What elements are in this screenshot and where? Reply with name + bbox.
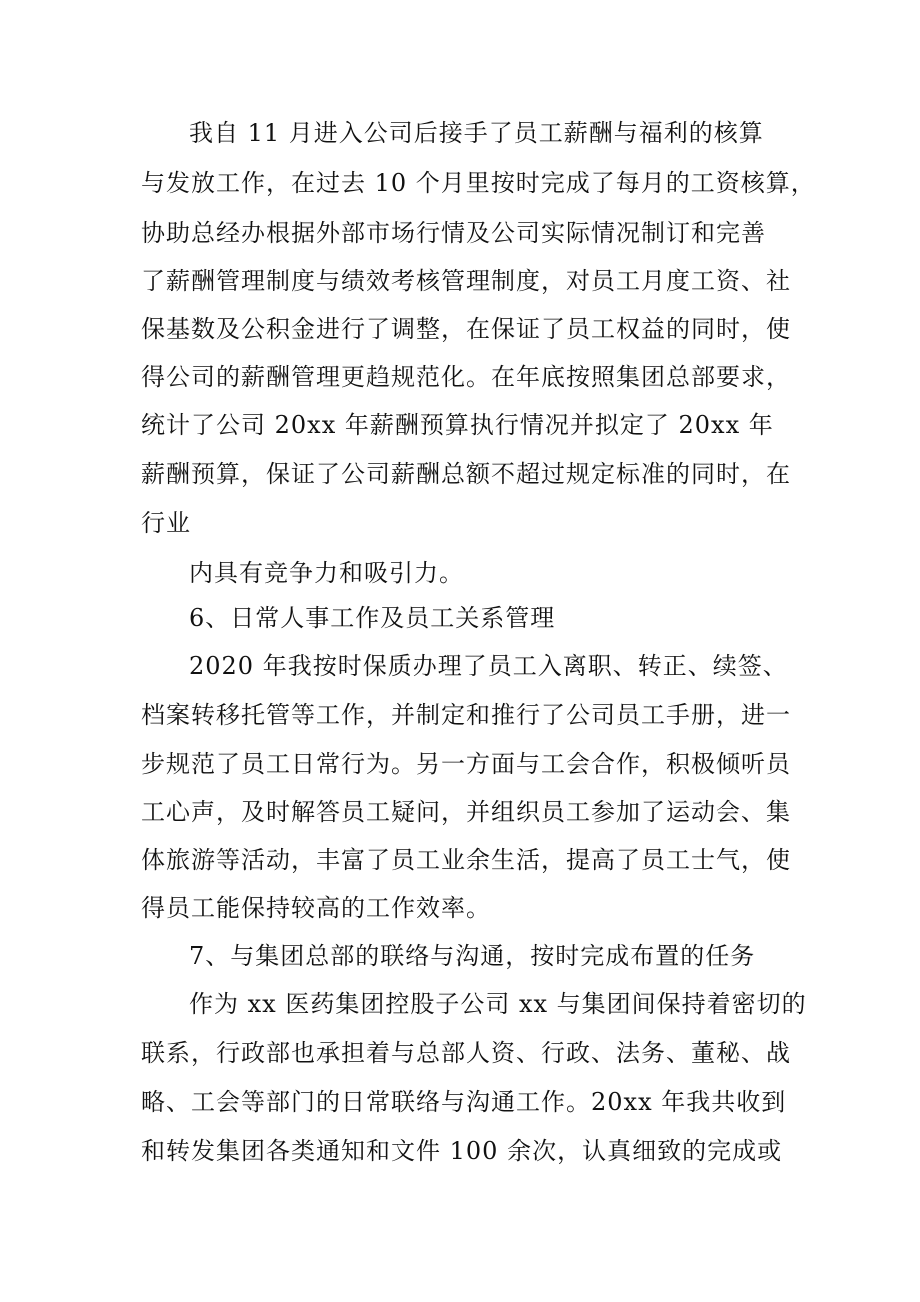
paragraph-line: 档案转移托管等工作，并制定和推行了公司员工手册，进一 — [141, 701, 791, 729]
paragraph-line: 了薪酬管理制度与绩效考核管理制度，对员工月度工资、社 — [141, 267, 791, 295]
paragraph-line: 保基数及公积金进行了调整，在保证了员工权益的同时，使 — [141, 315, 791, 343]
paragraph-line: 内具有竞争力和吸引力。 — [189, 559, 464, 587]
paragraph-line: 行业 — [141, 509, 191, 537]
paragraph-line: 2020 年我按时保质办理了员工入离职、转正、续签、 — [189, 652, 788, 680]
paragraph-line: 作为 xx 医药集团控股子公司 xx 与集团间保持着密切的 — [189, 990, 807, 1018]
section-heading: 7、与集团总部的联络与沟通，按时完成布置的任务 — [189, 942, 756, 970]
paragraph-line: 我自 11 月进入公司后接手了员工薪酬与福利的核算 — [189, 119, 764, 147]
paragraph-line: 协助总经办根据外部市场行情及公司实际情况制订和完善 — [141, 219, 766, 247]
paragraph-line: 与发放工作，在过去 10 个月里按时完成了每月的工资核算， — [141, 169, 816, 197]
paragraph-line: 联系，行政部也承担着与总部人资、行政、法务、董秘、战 — [141, 1039, 791, 1067]
paragraph-line: 得员工能保持较高的工作效率。 — [141, 894, 491, 922]
paragraph-line: 得公司的薪酬管理更趋规范化。在年底按照集团总部要求， — [141, 363, 791, 391]
paragraph-line: 步规范了员工日常行为。另一方面与工会合作，积极倾听员 — [141, 750, 791, 778]
paragraph-line: 工心声，及时解答员工疑问，并组织员工参加了运动会、集 — [141, 798, 791, 826]
paragraph-line: 统计了公司 20xx 年薪酬预算执行情况并拟定了 20xx 年 — [141, 411, 774, 439]
paragraph-line: 薪酬预算，保证了公司薪酬总额不超过规定标准的同时，在 — [141, 460, 791, 488]
paragraph-line: 体旅游等活动，丰富了员工业余生活，提高了员工士气，使 — [141, 846, 791, 874]
section-heading: 6、日常人事工作及员工关系管理 — [189, 604, 556, 632]
paragraph-line: 和转发集团各类通知和文件 100 余次，认真细致的完成或 — [141, 1137, 783, 1165]
paragraph-line: 略、工会等部门的日常联络与沟通工作。20xx 年我共收到 — [141, 1088, 787, 1116]
